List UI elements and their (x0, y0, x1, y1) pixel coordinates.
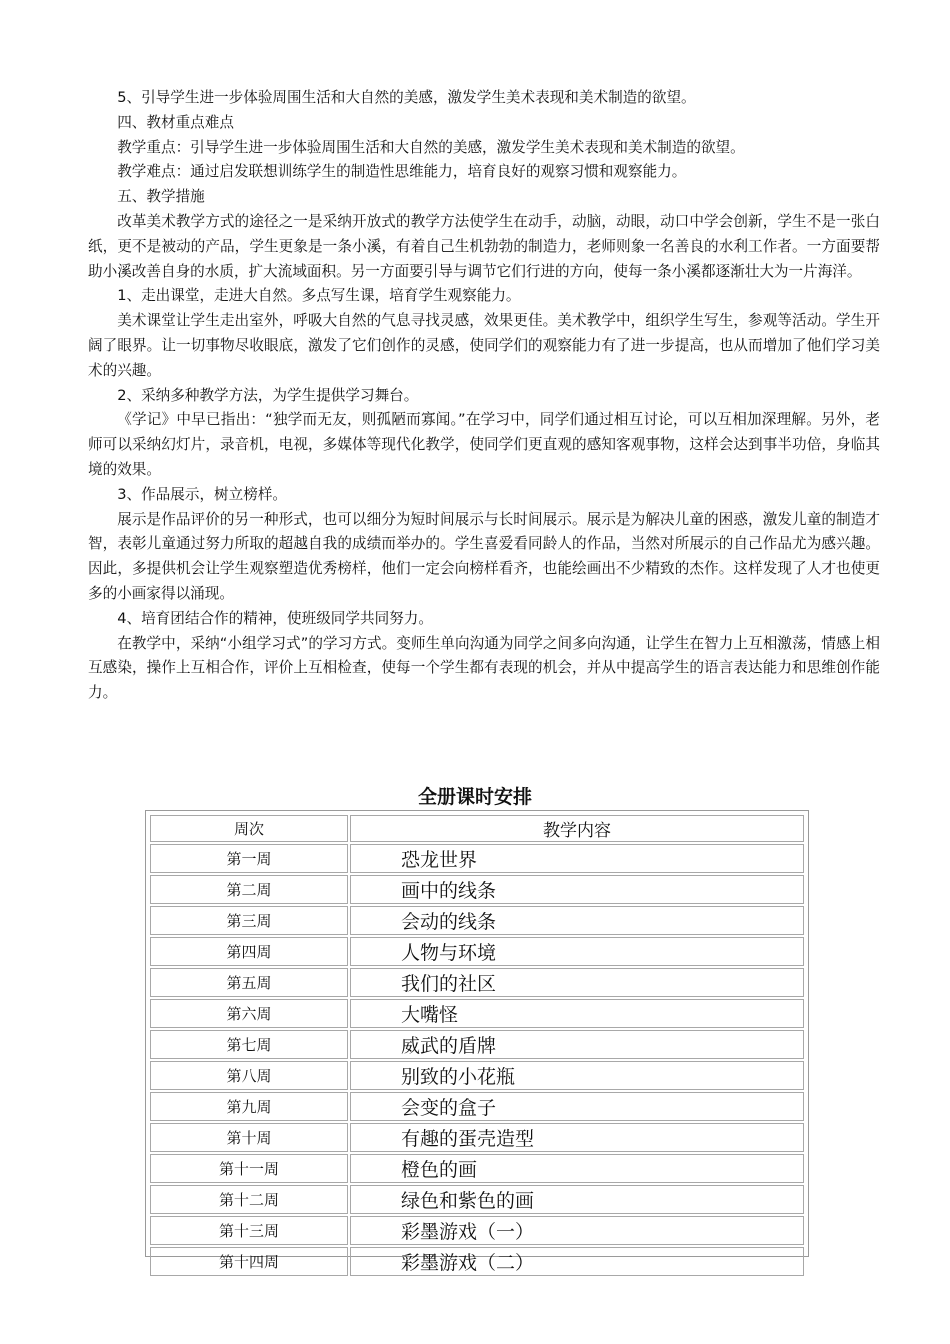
table-row (150, 844, 804, 873)
content-cell: 会动的线条 (350, 906, 804, 935)
schedule-table (148, 813, 806, 1278)
table-row (150, 875, 804, 904)
paragraph: 《学记》中早已指出：“独学而无友，则孤陋而寡闻。”在学习中，同学们通过相互讨论，可以互相加深理解。另外，老师可以采纳幻灯片，录音机，电视，多媒体等现代化教学，使同学们更直观的感知客观事物，这样会达到事半功倍，身临其境的效果。 (88, 411, 880, 478)
week-cell: 第十二周 (150, 1185, 348, 1214)
content-cell: 威武的盾牌 (350, 1030, 804, 1059)
content-cell: 我们的社区 (350, 968, 804, 997)
paragraph: 在教学中，采纳“小组学习式”的学习方式。变师生单向沟通为同学之间多向沟通，让学生在智力上互相激荡，情感上相互感染，操作上互相合作，评价上互相检查，使每一个学生都有表现的机会，并从中提高学生的语言表达能力和思维创作能力。 (88, 634, 880, 702)
paragraph: 教学重点：引导学生进一步体验周围生活和大自然的美感，激发学生美术表现和美术制造的欲望。 (117, 138, 745, 156)
content-cell: 人物与环境 (350, 937, 804, 966)
table-row (150, 1154, 804, 1183)
schedule-title: 全册课时安排 (417, 786, 532, 808)
week-cell: 第七周 (150, 1030, 348, 1059)
week-cell: 第二周 (150, 875, 348, 904)
header-week: 周次 (150, 815, 348, 842)
week-cell: 第九周 (150, 1092, 348, 1121)
content-cell: 恐龙世界 (350, 844, 804, 873)
content-cell: 画中的线条 (350, 875, 804, 904)
table-row (150, 1185, 804, 1214)
content-cell: 大嘴怪 (350, 999, 804, 1028)
week-cell: 第十三周 (150, 1216, 348, 1245)
week-cell: 第五周 (150, 968, 348, 997)
section-heading: 四、教材重点难点 (117, 113, 234, 131)
paragraph: 5、引导学生进一步体验周围生活和大自然的美感，激发学生美术表现和美术制造的欲望。 (117, 89, 696, 106)
body-text (88, 86, 880, 706)
week-cell: 第十一周 (150, 1154, 348, 1183)
table-row (150, 1216, 804, 1245)
week-cell: 第四周 (150, 937, 348, 966)
content-cell: 有趣的蛋壳造型 (350, 1123, 804, 1152)
table-row (150, 999, 804, 1028)
content-cell: 橙色的画 (350, 1154, 804, 1183)
paragraph: 教学难点：通过启发联想训练学生的制造性思维能力，培育良好的观察习惯和观察能力。 (117, 163, 687, 181)
paragraph: 美术课堂让学生走出室外，呼吸大自然的气息寻找灵感，效果更佳。美术教学中，组织学生写生，参观等活动。学生开阔了眼界。让一切事物尽收眼底，激发了它们创作的灵感，使同学们的观察能力有了进一步提高，也从而增加了他们学习美术的兴趣。 (88, 312, 880, 379)
content-cell: 会变的盒子 (350, 1092, 804, 1121)
schedule-table-frame (145, 810, 809, 1274)
content-cell: 绿色和紫色的画 (350, 1185, 804, 1214)
week-cell: 第十周 (150, 1123, 348, 1152)
subheading: 4、培育团结合作的精神，使班级同学共同努力。 (117, 609, 433, 627)
table-header-row (150, 815, 804, 842)
table-row (150, 1247, 804, 1276)
week-cell: 第八周 (150, 1061, 348, 1090)
week-cell: 第一周 (150, 844, 348, 873)
paragraph: 展示是作品评价的另一种形式，也可以细分为短时间展示与长时间展示。展示是为解决儿童的困惑，激发儿童的制造才智，表彰儿童通过努力所取的超越自我的成绩而举办的。学生喜爱看同龄人的作品，当然对所展示的自己作品尤为感兴趣。因此，多提供机会让学生观察塑造优秀榜样，他们一定会向榜样看齐，也能绘画出不少精致的杰作。这样发现了人才也使更多的小画家得以涌现。 (88, 510, 880, 602)
week-cell: 第十四周 (150, 1247, 348, 1276)
week-cell: 第三周 (150, 906, 348, 935)
subheading: 3、作品展示，树立榜样。 (117, 485, 288, 503)
table-row (150, 1030, 804, 1059)
table-row (150, 906, 804, 935)
week-cell: 第六周 (150, 999, 348, 1028)
content-cell: 彩墨游戏（一） (350, 1216, 804, 1245)
table-row (150, 1092, 804, 1121)
table-row (150, 968, 804, 997)
table-row (150, 1061, 804, 1090)
table-row (150, 1123, 804, 1152)
table-row (150, 937, 804, 966)
section-heading: 五、教学措施 (117, 188, 205, 206)
paragraph: 改革美术教学方式的途径之一是采纳开放式的教学方法使学生在动手，动脑，动眼，动口中学会创新，学生不是一张白纸，更不是被动的产品，学生更象是一条小溪，有着自己生机勃勃的制造力，老师则象一名善良的水利工作者。一方面要帮助小溪改善自身的水质，扩大流域面积。另一方面要引导与调节它们行进的方向，使每一条小溪都逐渐壮大为一片海洋。 (88, 212, 880, 280)
subheading: 2、采纳多种教学方法，为学生提供学习舞台。 (117, 386, 419, 404)
header-content: 教学内容 (350, 815, 804, 842)
subheading: 1、走出课堂，走进大自然。多点写生课，培育学生观察能力。 (117, 287, 521, 305)
content-cell: 别致的小花瓶 (350, 1061, 804, 1090)
content-cell: 彩墨游戏（二） (350, 1247, 804, 1276)
